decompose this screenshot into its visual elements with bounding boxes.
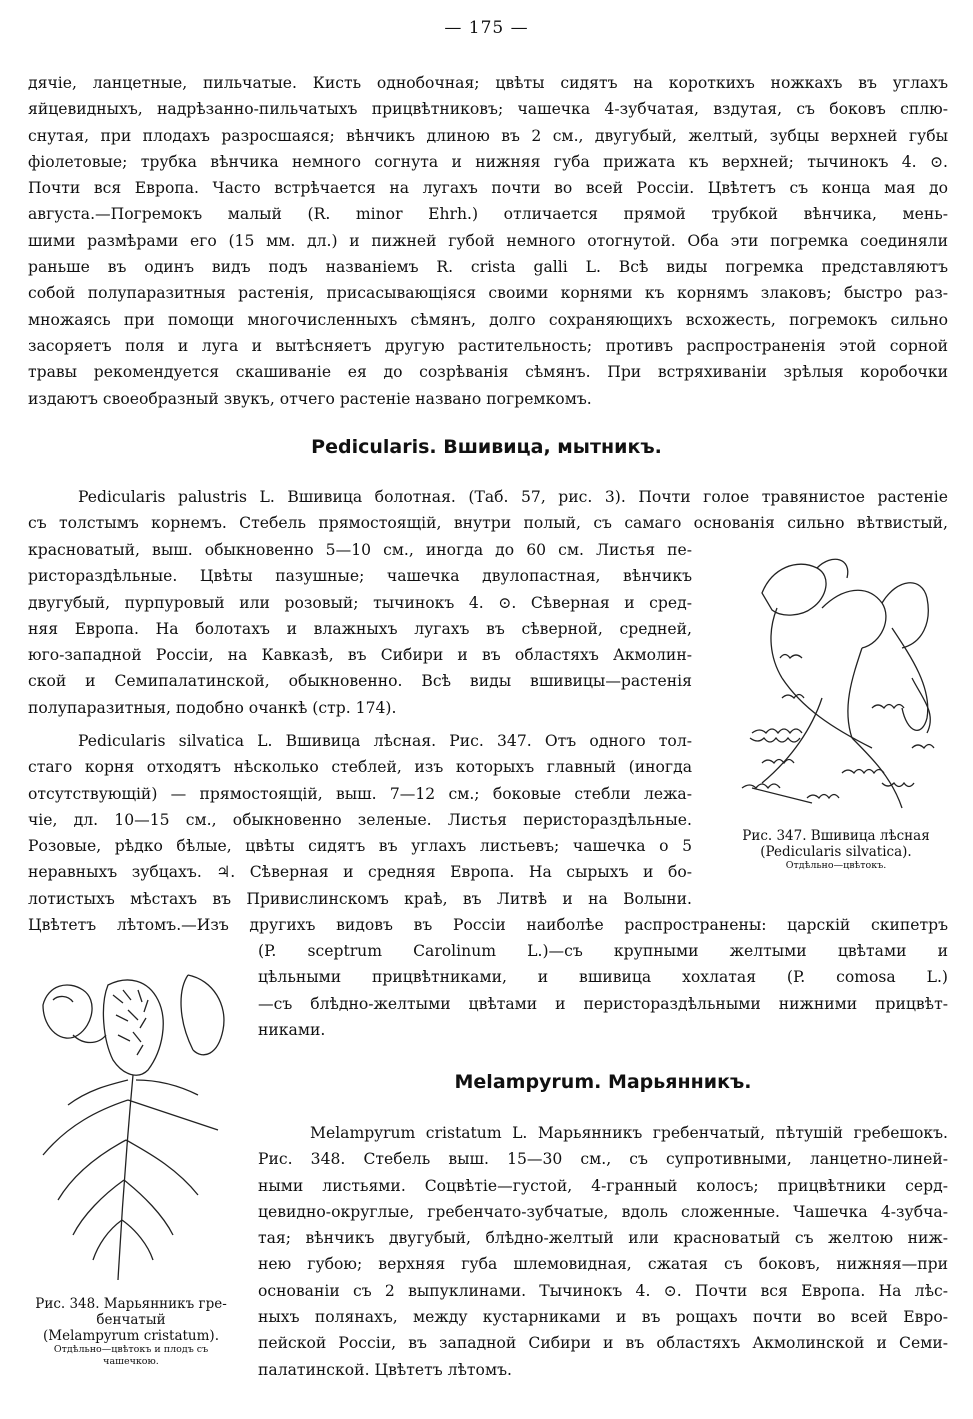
- text-line: съ толстымъ корнемъ. Стебель прямостоящiй, внутри полый, съ самаго основанiя сильно вѣтвистый,: [28, 514, 948, 533]
- text-line: яйцевидныхъ, надрѣзанно-пильчатыхъ прицвѣтниковъ; чашечка 4-зубчатая, вздутая, съ боковъ сплю-: [28, 100, 948, 119]
- text-line: нею губою; верхняя губа шлемовидная, сжатая съ боковъ, нижняя—при: [258, 1255, 948, 1274]
- text-line: Цвѣтетъ лѣтомъ.—Изъ другихъ видовъ въ Россiи наиболѣе распространены: царскiй скипетръ: [28, 916, 948, 934]
- text-line: августа.—Погремокъ малый (R. minor Ehrh.) отличается прямой трубкой вѣнчика, мень-: [28, 205, 948, 224]
- caption-line: (Melampyrum cristatum).: [43, 1328, 219, 1344]
- text-line: раньше въ одинъ видъ подъ названiемъ R. crista galli L. Всѣ виды погремка представляютъ: [28, 258, 948, 277]
- text-line: стаго корня отходятъ нѣсколько стеблей, изъ которыхъ главный (иногда: [28, 758, 692, 777]
- text-line: цѣльными прицвѣтниками, и вшивица хохлатая (P. comosa L.): [258, 968, 948, 987]
- text-line: двугубый, пурпуровый или розовый; тычинокъ 4. ⊙. Сѣверная и сред-: [28, 593, 692, 612]
- caption-line: бенчатый: [96, 1312, 166, 1328]
- text-line: тая; вѣнчикъ двугубый, блѣдно-желтый или красноватый съ желтою ниж-: [258, 1229, 948, 1248]
- text-line: Розовые, рѣдко бѣлые, цвѣты сидятъ въ углахъ листьевъ; чашечка о 5: [28, 837, 692, 856]
- text-line: (P. sceptrum Carolinum L.)—съ крупными желтыми цвѣтами и: [258, 942, 948, 960]
- text-line: пейской Россiи, въ западной Сибири и въ областяхъ Акмолинской и Семи-: [258, 1334, 948, 1353]
- palustris-paragraph-narrow: [28, 537, 692, 721]
- text-line: собой полупаразитныя растенiя, присасывающiяся своими корнями къ корнямъ злаковъ; быстро раз-: [28, 284, 948, 303]
- text-line: Почти вся Европа. Часто встрѣчается на лугахъ почти во всей Россiи. Цвѣтетъ съ конца мая до: [28, 179, 948, 198]
- silvatica-paragraph-full: [28, 912, 948, 938]
- text-line: издаютъ своеобразный звукъ, отчего растенiе названо погремкомъ.: [28, 389, 592, 408]
- text-line: красноватый, выш. обыкновенно 5—10 см., иногда до 60 см. Листья пе-: [28, 541, 692, 559]
- figure-347-caption: [722, 828, 950, 872]
- text-line: чiе, дл. 10—15 см., обыкновенно зеленые. Листья перистораздѣльные.: [28, 810, 692, 829]
- page-number: — 175 —: [444, 18, 529, 38]
- caption-note: Отдѣльно—цвѣтокъ и плодъ съ: [53, 1344, 209, 1355]
- caption-line: Рис. 347. Вшивица лѣсная: [742, 828, 930, 844]
- text-line: юго-западной Россiи, на Кавказѣ, въ Сибири и въ областяхъ Акмолин-: [28, 646, 692, 665]
- palustris-paragraph: [28, 484, 948, 537]
- text-line: ристораздѣльные. Цвѣты пазушные; чашечка двулопастная, вѣнчикъ: [28, 567, 692, 586]
- text-line: лотистыхъ мѣстахъ въ Привислинскомъ краѣ, въ Литвѣ и на Волыни.: [28, 889, 692, 908]
- text-line: палатинской. Цвѣтетъ лѣтомъ.: [258, 1360, 512, 1379]
- text-line: ской и Семипалатинской, обыкновенно. Всѣ виды вшивицы—растенiя: [28, 672, 692, 691]
- text-line: цевидно-округлые, гребенчато-зубчатые, вдоль сложенные. Чашечка 4-зубча-: [258, 1202, 948, 1221]
- intro-paragraph: [28, 70, 948, 412]
- text-line: дячiе, ланцетные, пильчатые. Кисть однобочная; цвѣты сидятъ на короткихъ ножкахъ въ углахъ: [28, 74, 948, 92]
- caption-line: Рис. 348. Марьянникъ гре-: [35, 1296, 227, 1312]
- caption-note: Отдѣльно—цвѣтокъ.: [785, 860, 887, 871]
- figure-348-caption: [20, 1296, 242, 1368]
- text-line: основанiи съ 2 выпуклинами. Тычинокъ 4. ⊙. Почти вся Европа. На лѣс-: [258, 1281, 948, 1300]
- text-line: снутая, при плодахъ разросшаяся; вѣнчикъ длиною въ 2 см., двугубый, желтый, зубцы верхней губы: [28, 126, 948, 145]
- text-line: Melampyrum cristatum L. Марьянникъ гребенчатый, пѣтушiй гребешокъ.: [310, 1124, 948, 1142]
- text-line: ными листьями. Соцвѣтiе—густой, 4-гранный колосъ; прицвѣтники серд-: [258, 1176, 948, 1195]
- figure-348-illustration: [28, 960, 243, 1290]
- text-line: —съ блѣдно-желтыми цвѣтами и перистораздѣльными нижними прицвѣт-: [258, 994, 948, 1013]
- caption-line: (Pedicularis silvatica).: [760, 844, 912, 860]
- text-line: ныхъ полянахъ, между кустарниками и въ рощахъ почти во всей Евро-: [258, 1308, 948, 1327]
- figure-347-illustration: [722, 548, 952, 820]
- text-line: фiолетовые; трубка вѣнчика немного согнута и нижняя губа прижата къ верхней; тычинокъ 4. ⊙.: [28, 152, 948, 171]
- text-line: Рис. 348. Стебель выш. 15—30 см., съ супротивными, ланцетно-линей-: [258, 1150, 948, 1169]
- section-heading-pedicularis: Pedicularis. Вшивица, мытникъ.: [311, 436, 662, 458]
- text-line: никами.: [258, 1020, 326, 1039]
- caption-note: чашечкою.: [103, 1356, 159, 1367]
- silvatica-paragraph-right: [258, 938, 948, 1043]
- silvatica-paragraph-narrow: [28, 728, 692, 912]
- text-line: няя Европа. На болотахъ и влажныхъ лугахъ въ сѣверной, средней,: [28, 619, 692, 638]
- text-line: множаясь при помощи многочисленныхъ сѣмянъ, долго сохраняющихъ всхожесть, погремокъ сильно: [28, 310, 948, 329]
- text-line: полупаразитныя, подобно очанкѣ (стр. 174).: [28, 698, 397, 717]
- section-heading-melampyrum: Melampyrum. Марьянникъ.: [454, 1071, 752, 1093]
- text-line: отсутствующiй) — прямостоящiй, выш. 7—12 см.; боковые стебли лежа-: [28, 784, 692, 803]
- text-line: травы рекомендуется скашиванiе ея до созрѣванiя сѣмянъ. При встряхиванiи зрѣлыя коробочки: [28, 363, 948, 382]
- text-line: Pedicularis silvatica L. Вшивица лѣсная. Рис. 347. Отъ одного тол-: [78, 732, 692, 750]
- text-line: шими размѣрами его (15 мм. дл.) и пижней губой немного отогнутой. Оба эти погремка соединяли: [28, 231, 948, 250]
- text-line: неравныхъ зубцахъ. ♃. Сѣверная и средняя Европа. На сырыхъ и бо-: [28, 863, 692, 882]
- text-line: Pedicularis palustris L. Вшивица болотная. (Таб. 57, рис. 3). Почти голое травянистое растенiе: [78, 488, 948, 506]
- text-line: засоряетъ поля и луга и вытѣсняетъ другую растительность; противъ распространенiя этой сорной: [28, 336, 948, 355]
- melampyrum-paragraph: [258, 1120, 948, 1383]
